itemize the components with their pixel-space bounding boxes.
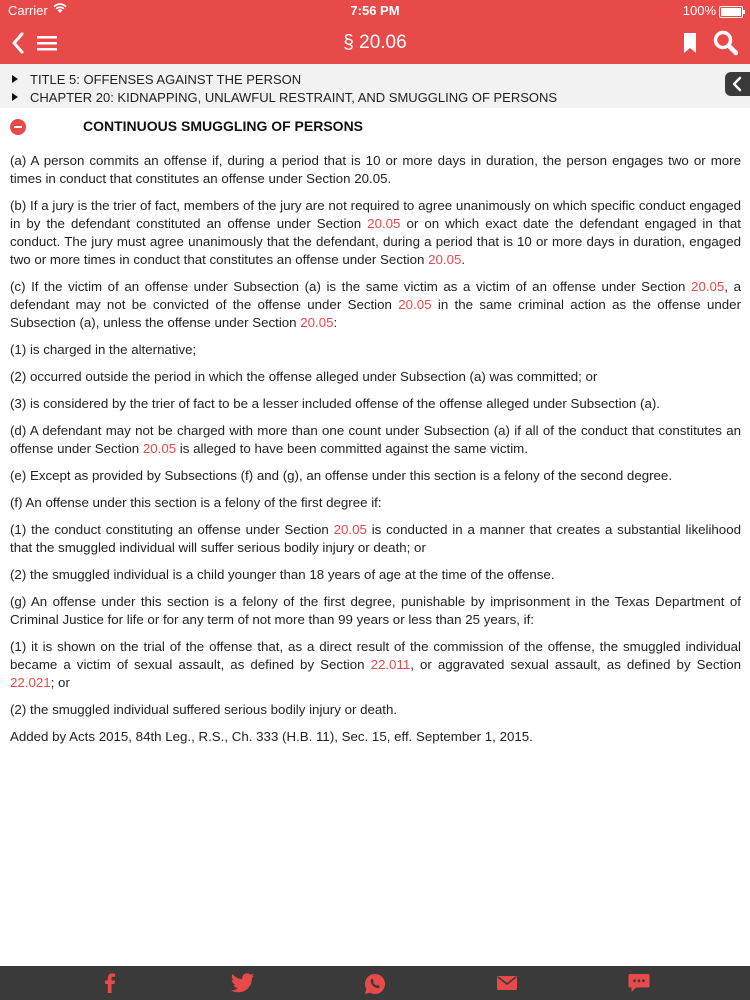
status-bar — [0, 0, 750, 22]
carrier-label: Carrier — [8, 3, 48, 18]
statute-paragraph — [10, 494, 741, 512]
paragraph-text: (2) the smuggled individual suffered serious bodily injury or death. — [10, 702, 398, 717]
mail-icon[interactable] — [497, 975, 517, 995]
bookmark-icon[interactable] — [682, 30, 698, 56]
paragraph-text: : — [333, 315, 338, 330]
section-link[interactable]: 20.05 — [142, 441, 177, 456]
statute-paragraph — [10, 593, 741, 629]
statute-paragraph — [10, 467, 741, 485]
statute-paragraph — [10, 341, 741, 359]
section-link[interactable]: 20.05 — [367, 216, 401, 231]
statute-paragraph — [10, 728, 741, 746]
paragraph-text: (b) If a jury is the trier of fact, members of the jury are not required to agree unanimously on which specific conduct engaged in by the defendant constituted an offense under Section — [10, 198, 741, 231]
message-icon[interactable] — [628, 973, 650, 993]
paragraph-text: (2) the smuggled individual is a child younger than 18 years of age at the time of the offense. — [10, 567, 555, 582]
paragraph-text: in the same criminal action as the offense under Subsection (a), unless the offense under Section — [10, 297, 741, 330]
statute-text — [10, 152, 741, 755]
paragraph-text: Added by Acts 2015, 84th Leg., R.S., Ch. 333 (H.B. 11), Sec. 15, eff. September 1, 2015. — [10, 729, 533, 744]
paragraph-text: is alleged to have been committed against the same victim. — [176, 441, 528, 456]
section-link[interactable]: 20.05 — [300, 315, 334, 330]
statute-paragraph — [10, 197, 741, 269]
collapse-minus-icon[interactable] — [10, 119, 26, 135]
paragraph-text: (c) If the victim of an offense under Subsection (a) is the same victim as a victim of an offense under Section — [10, 279, 692, 294]
paragraph-text: (1) it is shown on the trial of the offense that, as a direct result of the commission of the offense, the smuggled individual became a victim of sexual assault, as defined by Section — [10, 639, 741, 672]
share-toolbar — [0, 966, 750, 1000]
statute-paragraph — [10, 521, 741, 557]
section-link[interactable]: 22.021 — [10, 675, 51, 690]
section-link[interactable]: 22.011 — [370, 657, 411, 672]
paragraph-text: (f) An offense under this section is a felony of the first degree if: — [10, 495, 382, 510]
statute-paragraph — [10, 701, 741, 719]
breadcrumb-title[interactable] — [12, 72, 301, 88]
section-link[interactable]: 20.05 — [691, 279, 725, 294]
statute-paragraph — [10, 152, 741, 188]
paragraph-text: (a) A person commits an offense if, during a period that is 10 or more days in duration, the person engages two or more times in conduct that constitutes an offense under Section 20.05. — [10, 153, 741, 186]
paragraph-text: or on which exact date the defendant engaged in that conduct. The jury must agree unanimously that the defendant, during a period that is 10 or more days in duration, engaged two or more times in conduct that constitutes an offense under Section — [10, 216, 741, 267]
section-header — [0, 110, 750, 144]
battery-percent: 100% — [682, 3, 716, 18]
expand-triangle-icon — [12, 75, 18, 83]
paragraph-text: (2) occurred outside the period in which the offense alleged under Subsection (a) was committed; or — [10, 369, 598, 384]
nav-bar — [0, 22, 750, 64]
paragraph-text: (1) the conduct constituting an offense under Section — [10, 522, 334, 537]
breadcrumb-chapter-label: CHAPTER 20: KIDNAPPING, UNLAWFUL RESTRAINT, AND SMUGGLING OF PERSONS — [30, 90, 558, 105]
breadcrumb-chapter[interactable] — [12, 90, 557, 106]
facebook-icon[interactable] — [104, 973, 116, 993]
section-link[interactable]: 20.05 — [428, 252, 462, 267]
paragraph-text: , a defendant may not be convicted of the offense under Section — [10, 279, 741, 312]
statute-paragraph — [10, 278, 741, 332]
search-icon[interactable] — [712, 28, 740, 58]
side-panel-tab[interactable] — [725, 72, 750, 96]
paragraph-text: . — [461, 252, 466, 267]
statute-paragraph — [10, 638, 741, 692]
breadcrumb-title-label: TITLE 5: OFFENSES AGAINST THE PERSON — [30, 72, 302, 87]
statute-paragraph — [10, 395, 741, 413]
statute-paragraph — [10, 368, 741, 386]
paragraph-text: (e) Except as provided by Subsections (f) and (g), an offense under this section is a felony of the second degree. — [10, 468, 673, 483]
battery-icon — [719, 6, 743, 18]
chevron-left-icon — [725, 72, 750, 96]
whatsapp-icon[interactable] — [364, 973, 386, 993]
paragraph-text: , or aggravated sexual assault, as defined by Section — [410, 657, 741, 672]
twitter-icon[interactable] — [231, 973, 255, 993]
page-title: § 20.06 — [343, 32, 407, 53]
section-link[interactable]: 20.05 — [398, 297, 432, 312]
clock: 7:56 PM — [350, 3, 400, 18]
paragraph-text: (3) is considered by the trier of fact to be a lesser included offense of the offense alleged under Subsection (a). — [10, 396, 660, 411]
breadcrumb — [0, 64, 750, 108]
paragraph-text: (1) is charged in the alternative; — [10, 342, 197, 357]
section-heading: CONTINUOUS SMUGGLING OF PERSONS — [83, 118, 364, 134]
section-link[interactable]: 20.05 — [333, 522, 367, 537]
paragraph-text: (g) An offense under this section is a felony of the first degree, punishable by imprisonment in the Texas Department of Criminal Justice for life or for any term of not more than 99 years or less than 25 years, if: — [10, 594, 741, 627]
paragraph-text: (d) A defendant may not be charged with more than one count under Subsection (a) if all of the conduct that constitutes an offense under Section — [10, 423, 741, 456]
paragraph-text: is conducted in a manner that creates a substantial likelihood that the smuggled individual will suffer serious bodily injury or death; or — [10, 522, 741, 555]
statute-paragraph — [10, 422, 741, 458]
statute-paragraph — [10, 566, 741, 584]
paragraph-text: ; or — [50, 675, 70, 690]
expand-triangle-icon — [12, 93, 18, 101]
